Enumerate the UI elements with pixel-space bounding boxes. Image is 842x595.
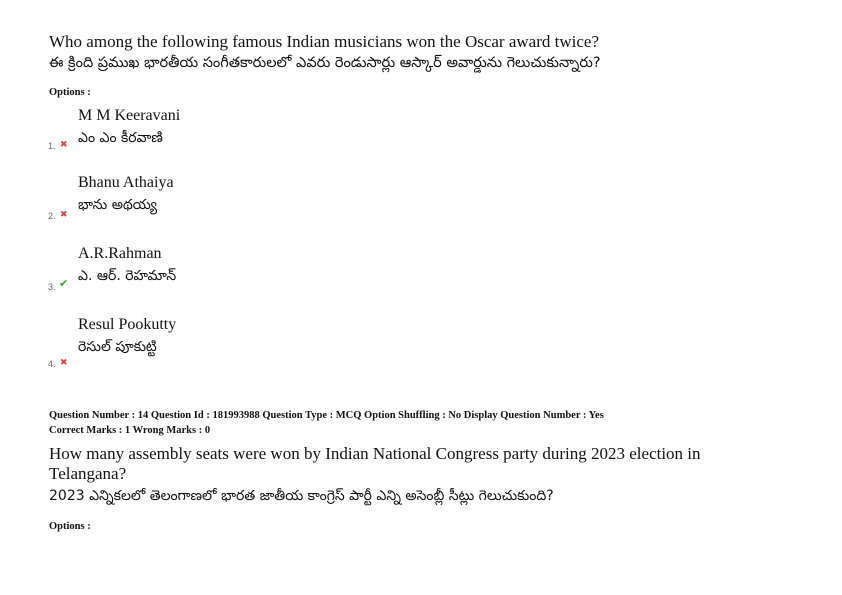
question-marks: Correct Marks : 1 Wrong Marks : 0 bbox=[49, 425, 211, 436]
option-number: 3. bbox=[48, 282, 56, 292]
question-text-english: Who among the following famous Indian musicians won the Oscar award twice? bbox=[49, 32, 599, 51]
wrong-cross-icon: ✖ bbox=[60, 140, 68, 150]
question-meta: Question Number : 14 Question Id : 181993988 Question Type : MCQ Option Shuffling : No Display Question Number : Yes bbox=[49, 410, 604, 421]
question-text-english-line-2: Telangana? bbox=[49, 464, 127, 483]
option-text-english: M M Keeravani bbox=[78, 107, 181, 124]
question-text-telugu: 2023 ఎన్నికలలో తెలంగాణలో భారత జాతీయ కాంగ్రెస్ పార్టీ ఎన్ని అసెంబ్లీ సీట్లు గెలుచుకుంది? bbox=[49, 488, 554, 504]
option-text-english: Resul Pookutty bbox=[78, 316, 177, 333]
option-text-english: A.R.Rahman bbox=[78, 245, 162, 262]
option-text-english: Bhanu Athaiya bbox=[78, 174, 174, 191]
question-text-english-line-1: How many assembly seats were won by Indian National Congress party during 2023 election in bbox=[49, 444, 701, 463]
wrong-cross-icon: ✖ bbox=[60, 210, 68, 220]
option-text-telugu: ఎ. ఆర్. రెహమాన్ bbox=[78, 268, 177, 284]
option-number: 4. bbox=[48, 359, 56, 369]
option-text-telugu: భాను అథయ్య bbox=[78, 197, 158, 213]
option-text-telugu: ఎం ఎం కీరవాణి bbox=[78, 130, 163, 146]
option-number: 1. bbox=[48, 141, 56, 151]
options-label: Options : bbox=[49, 521, 91, 532]
wrong-cross-icon: ✖ bbox=[60, 358, 68, 368]
options-label: Options : bbox=[49, 87, 91, 98]
option-text-telugu: రెసుల్ పూకుట్టి bbox=[78, 339, 157, 355]
correct-check-icon: ✔ bbox=[59, 277, 69, 290]
question-text-telugu: ఈ క్రింది ప్రముఖ భారతీయ సంగీతకారులలో ఎవరు రెండుసార్లు ఆస్కార్ అవార్డును గెలుచుకున్నారు? bbox=[49, 55, 601, 71]
option-number: 2. bbox=[48, 211, 56, 221]
